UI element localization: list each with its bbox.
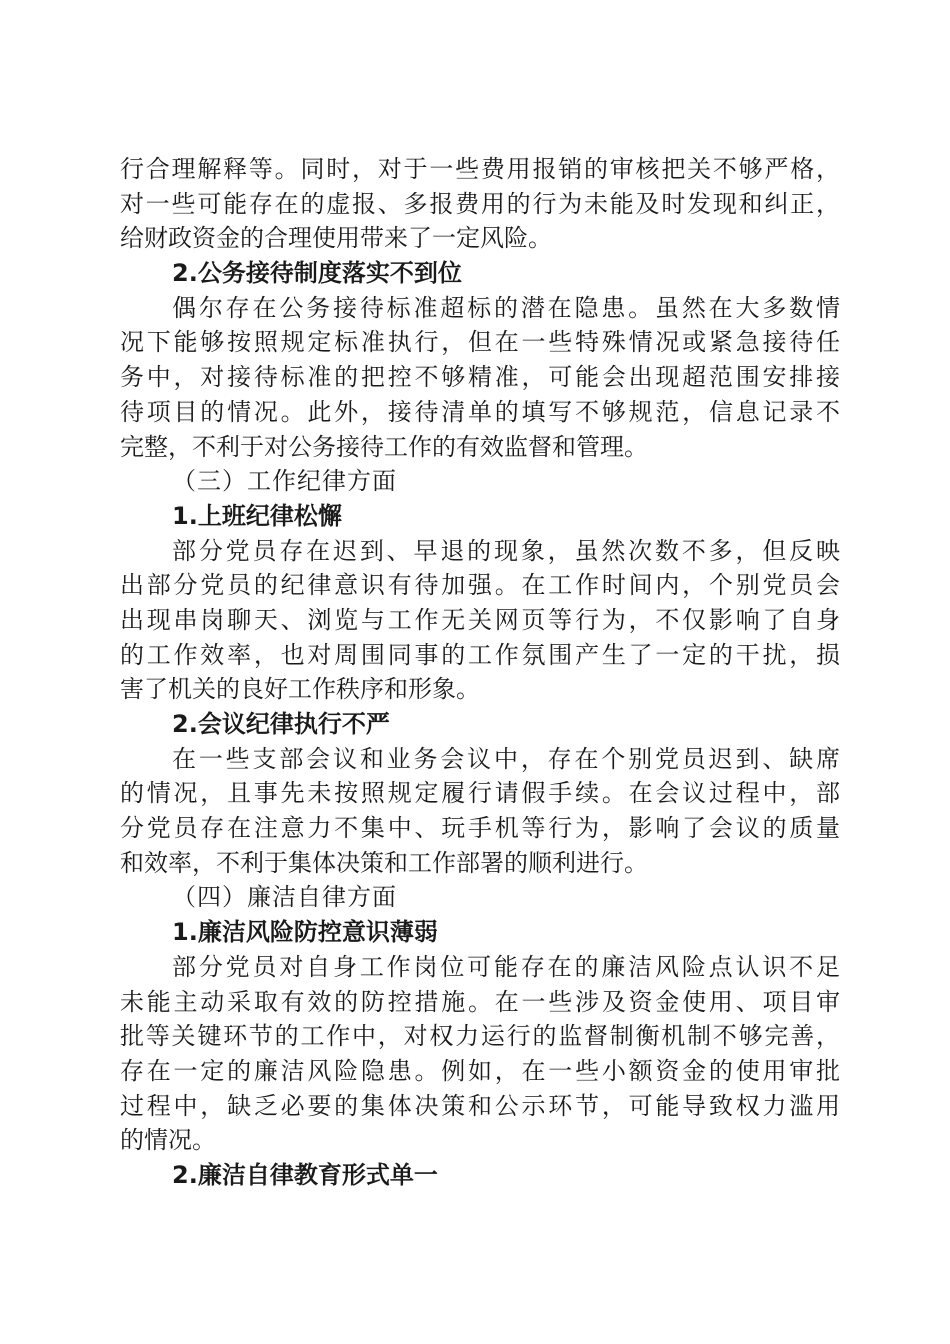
paragraph-line: 偶尔存在公务接待标准超标的潜在隐患。虽然在大多数情 [172, 293, 840, 322]
paragraph [120, 742, 840, 881]
item-heading: 1.廉洁风险防控意识薄弱 [172, 918, 438, 947]
item-heading: 2.廉洁自律教育形式单一 [172, 1160, 438, 1189]
paragraph-line: 况下能够按照规定标准执行，但在一些特殊情况或紧急接待任 [120, 328, 840, 357]
paragraph-line: 对一些可能存在的虚报、多报费用的行为未能及时发现和纠正， [120, 189, 840, 218]
paragraph [120, 152, 840, 256]
item-heading: 2.公务接待制度落实不到位 [172, 259, 462, 288]
paragraph-line: 出部分党员的纪律意识有待加强。在工作时间内，个别党员会 [120, 571, 840, 600]
paragraph-line: 的情况。 [120, 1126, 216, 1155]
paragraph-line: 行合理解释等。同时，对于一些费用报销的审核把关不够严格， [120, 155, 840, 183]
paragraph-line: 出现串岗聊天、浏览与工作无关网页等行为，不仅影响了自身 [120, 605, 840, 634]
paragraph-line: 完整，不利于对公务接待工作的有效监督和管理。 [120, 432, 648, 461]
paragraph-line: 的工作效率，也对周围同事的工作氛围产生了一定的干扰，损 [120, 640, 840, 669]
paragraph-line: 和效率，不利于集体决策和工作部署的顺利进行。 [120, 848, 648, 877]
item-heading: 1.上班纪律松懈 [172, 501, 342, 530]
section-heading: （三）工作纪律方面 [172, 467, 397, 496]
paragraph-line: 未能主动采取有效的防控措施。在一些涉及资金使用、项目审 [120, 987, 840, 1016]
item-heading: 2.会议纪律执行不严 [172, 710, 390, 738]
paragraph-line: 在一些支部会议和业务会议中，存在个别党员迟到、缺席 [172, 744, 840, 773]
paragraph [120, 950, 840, 1158]
paragraph [120, 291, 840, 464]
paragraph-line: 务中，对接待标准的把控不够精准，可能会出现超范围安排接 [120, 363, 840, 392]
paragraph-line: 部分党员对自身工作岗位可能存在的廉洁风险点认识不足 [172, 952, 840, 981]
paragraph-line: 存在一定的廉洁风险隐患。例如，在一些小额资金的使用审批 [120, 1056, 840, 1085]
paragraph-line: 分党员存在注意力不集中、玩手机等行为，影响了会议的质量 [120, 814, 840, 843]
document-page [120, 152, 840, 1193]
paragraph-line: 待项目的情况。此外，接待清单的填写不够规范，信息记录不 [120, 397, 840, 426]
paragraph-line: 害了机关的良好工作秩序和形象。 [120, 675, 480, 704]
paragraph-line: 批等关键环节的工作中，对权力运行的监督制衡机制不够完善， [120, 1022, 840, 1051]
section-heading: （四）廉洁自律方面 [172, 883, 397, 912]
paragraph-line: 过程中，缺乏必要的集体决策和公示环节，可能导致权力滥用 [120, 1091, 840, 1120]
paragraph-line: 的情况，且事先未按照规定履行请假手续。在会议过程中，部 [120, 779, 840, 808]
paragraph [120, 534, 840, 707]
paragraph-line: 给财政资金的合理使用带来了一定风险。 [120, 224, 552, 253]
paragraph-line: 部分党员存在迟到、早退的现象，虽然次数不多，但反映 [172, 536, 840, 565]
